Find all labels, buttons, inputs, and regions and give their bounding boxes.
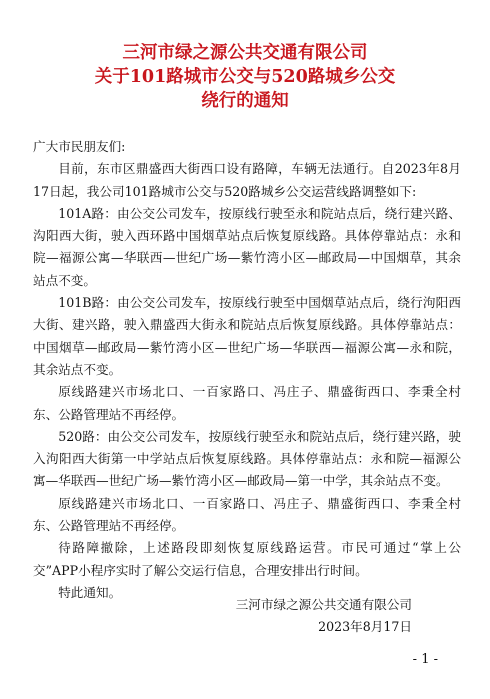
page-number: - 1 - — [412, 652, 438, 667]
notice-body — [33, 136, 461, 604]
route-101b-paragraph: 101B路：由公交公司发车，按原线行驶至中国烟草站点后，绕行泃阳西大街、建兴路，驶入鼎盛西大街永和院站点后恢复原线路。具体停靠站点：中国烟草—邮政局—紫竹湾小区—世纪广场—华联西—福源公寓—永和院，其余站点不变。 — [33, 295, 461, 377]
title-company: 三河市绿之源公共交通有限公司 — [122, 43, 368, 63]
signature-date: 2023年8月17日 — [318, 619, 412, 634]
notice-end: 特此通知。 — [58, 584, 122, 600]
route-520-suspended-paragraph: 原线路建兴市场北口、一百家路口、冯庄子、鼎盛街西口、李秉全村东、公路管理站不再经停。 — [33, 495, 461, 534]
signature-company: 三河市绿之源公共交通有限公司 — [235, 597, 412, 612]
route-101a-paragraph: 101A路：由公交公司发车，按原线行驶至永和院站点后，绕行建兴路、沟阳西大街，驶入西环路中国烟草站点后恢复原线路。具体停靠站点：永和院—福源公寓—华联西—世纪广场—紫竹湾小区—邮政局—中国烟草，其余站点不变。 — [33, 205, 461, 288]
title-subject: 关于101路城市公交与520路城乡公交 — [94, 67, 396, 87]
closing-paragraph: 待路障撤除，上述路段即刻恢复原线路运营。市民可通过“掌上公交”APP小程序实时了解公交运行信息，合理安排出行时间。 — [33, 540, 461, 578]
title-subject-end: 绕行的通知 — [201, 91, 289, 111]
route-101b-suspended-paragraph: 原线路建兴市场北口、一百家路口、冯庄子、鼎盛街西口、李秉全村东、公路管理站不再经停。 — [33, 384, 461, 422]
salutation: 广大市民朋友们: — [33, 139, 126, 154]
intro-paragraph: 目前，东市区鼎盛西大街西口设有路障，车辆无法通行。自2023年8月17日起，我公司101路城市公交与520路城乡公交运营线路调整如下: — [33, 161, 461, 199]
route-520-paragraph: 520路：由公交公司发车，按原线行驶至永和院站点后，绕行建兴路，驶入泃阳西大街第一中学站点后恢复原线路。具体停靠站点：永和院—福源公寓—华联西—世纪广场—紫竹湾小区—邮政局—第一中学，其余站点不变。 — [33, 428, 461, 489]
